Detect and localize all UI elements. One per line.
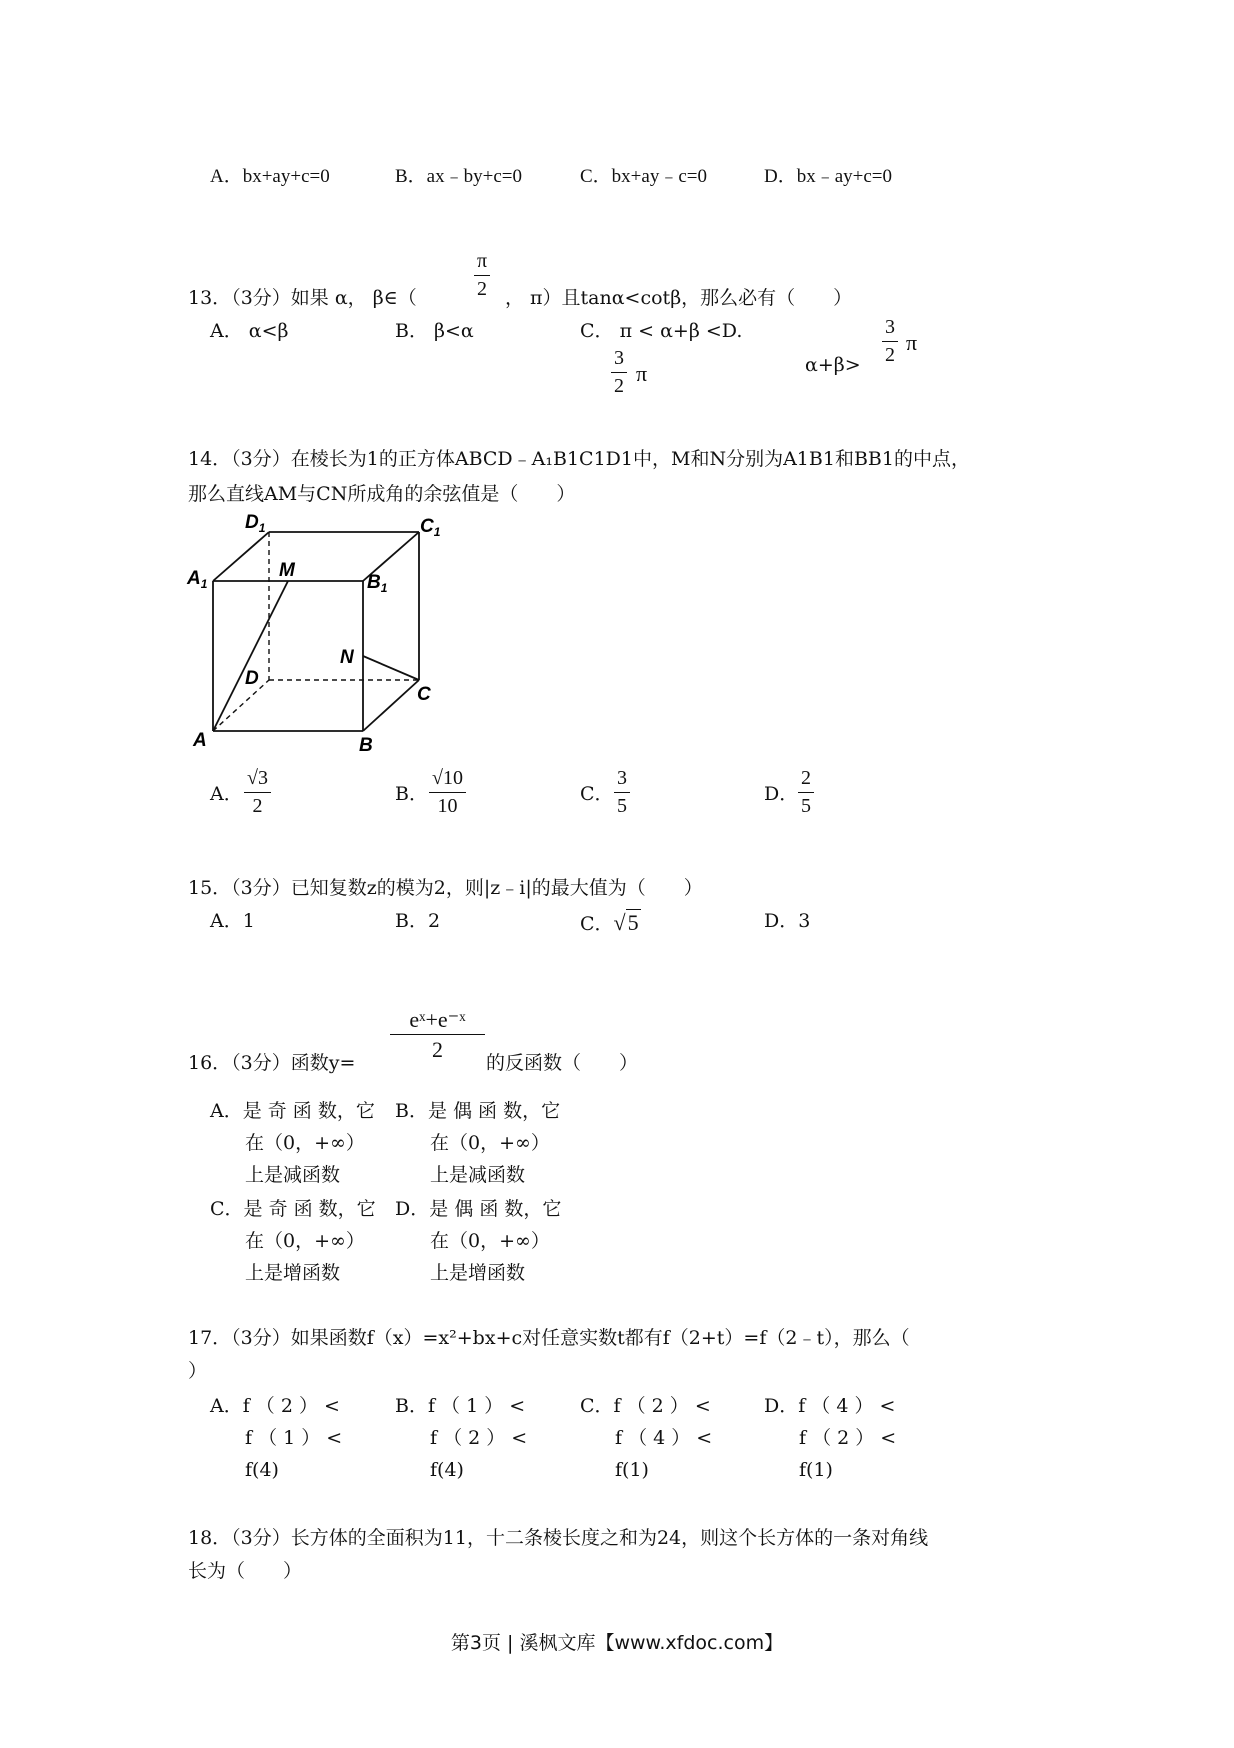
q13-option-c-pi: π	[636, 361, 648, 386]
q16-option-c-line2: 在（0，+∞）	[245, 1230, 365, 1252]
q16-option-c-line1: C．是 奇 函 数，它	[210, 1198, 376, 1220]
q16-stem-a: 16．（3分）函数y=	[188, 1052, 356, 1074]
q14-stem-line2: 那么直线AM与CN所成角的余弦值是（ ）	[188, 483, 576, 505]
q17-option-b-line2: f （ 2 ） <	[430, 1427, 528, 1449]
q17-option-a-line3: f(4)	[245, 1459, 279, 1481]
label-c: C	[417, 684, 431, 705]
q16-option-b-line1: B．是 偶 函 数，它	[395, 1100, 561, 1122]
label-d: D	[245, 668, 259, 689]
q16-fraction: $\frac{\text{eˣ+e⁻ˣ}}{2}$	[390, 1007, 485, 1063]
q14-option-c-fraction: $\frac{3}{5}$	[614, 767, 630, 818]
q17-option-c-line2: f （ 4 ） <	[615, 1427, 713, 1449]
q13-stem-a: 如果 α， β∈（	[290, 287, 417, 309]
q16-stem-b: 的反函数（ ）	[486, 1052, 639, 1074]
q17-option-a-line1: A．f （ 2 ） <	[210, 1395, 340, 1417]
q17-option-a-line2: f （ 1 ） <	[245, 1427, 343, 1449]
label-b1: $B_1$	[367, 572, 388, 595]
q18-stem-line1: 18．（3分）长方体的全面积为11，十二条棱长度之和为24，则这个长方体的一条对角线	[188, 1527, 929, 1549]
q16-option-c-line3: 上是增函数	[245, 1262, 341, 1284]
q16-option-d-line1: D．是 偶 函 数，它	[395, 1198, 562, 1220]
q17-option-d-line3: f(1)	[799, 1459, 833, 1481]
label-c1: $C_1$	[420, 516, 441, 539]
q16-option-b-line2: 在（0，+∞）	[430, 1132, 550, 1154]
q16-option-d-line3: 上是增函数	[430, 1262, 526, 1284]
q17-stem-line1: 17．（3分）如果函数f（x）=x²+bx+c对任意实数t都有f（2+t）=f（2﹣t），那么（	[188, 1327, 910, 1349]
q13-pi-over-2: $\frac{\pi}{2}$	[474, 250, 490, 301]
q13-option-c: C． π < α+β <D.	[580, 320, 743, 342]
q15-option-a: A．1	[210, 910, 255, 932]
q12-option-b: B．ax﹣by+c=0	[395, 166, 522, 187]
q14-option-a-letter: A．	[210, 783, 243, 805]
q15-option-d: D．3	[764, 910, 811, 932]
q12-option-c: C．bx+ay﹣c=0	[580, 166, 707, 187]
q18-stem-line2: 长为（ ）	[188, 1560, 303, 1582]
q13-option-a: A． α<β	[210, 320, 289, 342]
q13-option-d-pi: π	[906, 330, 918, 355]
q13-option-b: B． β<α	[395, 320, 474, 342]
q12-option-d: D．bx﹣ay+c=0	[764, 166, 893, 187]
q14-option-d-fraction: $\frac{2}{5}$	[798, 767, 814, 818]
q14-option-a-fraction: $\frac{√3}{2}$	[244, 767, 271, 818]
q16-option-d-line2: 在（0，+∞）	[430, 1230, 550, 1252]
q13-stem-b: ， π）且tanα<cotβ，那么必有（ ）	[505, 287, 853, 309]
cube-figure	[185, 510, 450, 760]
q16-option-b-line3: 上是减函数	[430, 1164, 526, 1186]
q13-option-d: α+β>	[805, 354, 861, 376]
q14-option-d-letter: D．	[764, 783, 799, 805]
q15-option-c: C．√5	[580, 910, 639, 935]
page-footer: 第3页 | 溪枫文库【www.xfdoc.com】	[450, 1632, 784, 1654]
q17-option-c-line3: f(1)	[615, 1459, 649, 1481]
label-a1: $A_1$	[187, 568, 208, 591]
question-score: （3分）	[231, 287, 291, 309]
q14-option-c-letter: C．	[580, 783, 614, 805]
q12-option-a: A．bx+ay+c=0	[210, 166, 330, 187]
question-number: 13．	[188, 287, 232, 309]
label-b: B	[359, 735, 373, 756]
q16-option-a-line1: A．是 奇 函 数，它	[210, 1100, 375, 1122]
q17-option-b-line3: f(4)	[430, 1459, 464, 1481]
q14-option-b-letter: B．	[395, 783, 428, 805]
q16-option-a-line3: 上是减函数	[245, 1164, 341, 1186]
q17-option-c-line1: C．f （ 2 ） <	[580, 1395, 711, 1417]
q15-option-b: B．2	[395, 910, 441, 932]
label-n: N	[340, 647, 354, 668]
q17-option-d-line1: D．f （ 4 ） <	[764, 1395, 896, 1417]
q15-stem: 15．（3分）已知复数z的模为2，则|z﹣i|的最大值为（ ）	[188, 877, 703, 899]
label-a: A	[193, 730, 207, 751]
q13-option-d-fraction: $\frac{3}{2}$	[882, 316, 898, 367]
q13-option-c-fraction: $\frac{3}{2}$	[611, 347, 627, 398]
q17-option-d-line2: f （ 2 ） <	[799, 1427, 897, 1449]
q14-option-b-fraction: $\frac{√10}{10}$	[429, 767, 466, 818]
q17-option-b-line1: B．f （ 1 ） <	[395, 1395, 526, 1417]
label-d1: $D_1$	[245, 512, 266, 535]
q17-stem-line2: ）	[188, 1360, 208, 1382]
q14-stem-line1: 14．（3分）在棱长为1的正方体ABCD﹣A₁B1C1D1中，M和N分别为A1B1和BB1的中点，	[188, 448, 970, 470]
q16-option-a-line2: 在（0，+∞）	[245, 1132, 365, 1154]
label-m: M	[279, 560, 295, 581]
